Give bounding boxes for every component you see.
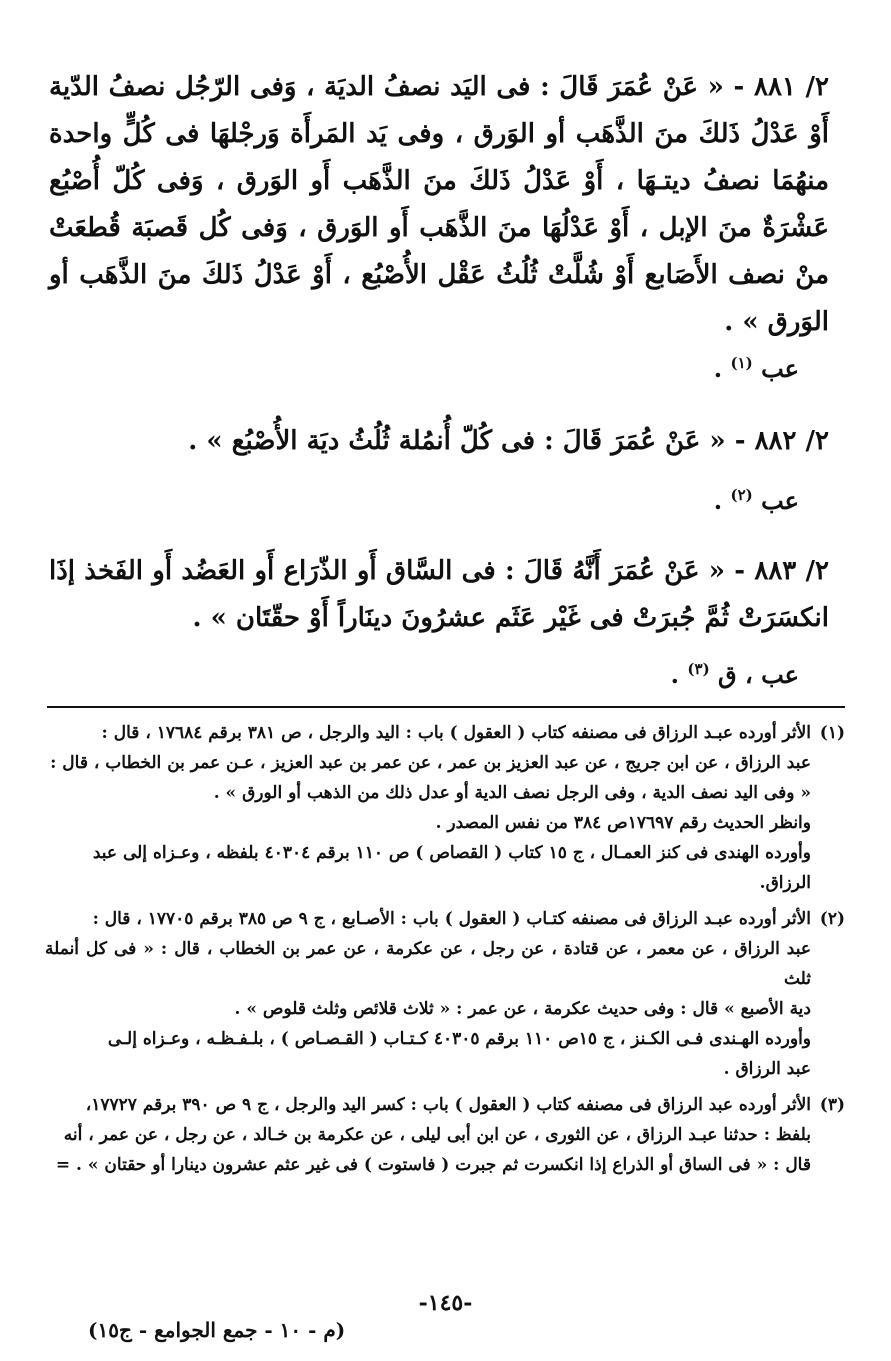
footnote-line: بلفظ : حدثنا عبـد الرزاق ، عن الثورى ، عن ابن أبى ليلى ، عن عكرمة بن خـالد ، عن رجل ، عن عمر ، أنه — [63, 1125, 811, 1145]
entry-text-line: ثُمَّ جُبرَتْ فى غَيْر عَثَم عشرُونَ دينَاراً أَوْ حقّتَان » . — [192, 603, 730, 633]
footnote-line: دية الأصبع » قال : وفى حديث عكرمة ، عن عمر : « ثلاث قلائص وثلث قلوص » . — [234, 999, 811, 1019]
footnote-2 — [45, 904, 845, 1084]
volume-label: (م - ١٠ - جمع الجوامع - ج١٥) — [88, 1318, 346, 1342]
footnote-line: « وفى اليد نصف الدية ، وفى الرجل نصف الدية أو عدل ذلك من الذهب أو الورق » . — [213, 783, 811, 803]
footnote-line: الرزاق. — [759, 873, 811, 893]
footnote-ref: (٣) — [687, 660, 710, 678]
footnote-line: الأثر أورده عبـد الرزاق فى مصنفه كتـاب ( العقول ) باب : الأصـابع ، ج ٩ ص ٣٨٥ برقم ١٧٧٠٥ ، قال : — [92, 909, 811, 929]
entry-source: عب $^{(١)}$ . — [713, 354, 799, 383]
entry-source: عب ، ق $^{(٣)}$ . — [670, 660, 799, 689]
footnote-line: عبد الرزاق . — [723, 1059, 811, 1079]
footnote-line: وأورده الهندى فى كنز العمـال ، ج ١٥ كتاب ( القصاص ) ص ١١٠ برقم ٤٠٣٠٤ بلفظه ، وعـزاه إلى عبد — [92, 843, 811, 863]
footnote-line: عبد الرزاق ، عن ابن جريج ، عن عبد العزيز بن عمر ، عن عمر بن عبد العزيز ، عـن عمر بن الخطاب ، قال : — [50, 753, 811, 773]
entry-text-line: « عَنْ عُمَرَ أَنَّهُ قَالَ : فى السَّاق أَو الذّرَاع أَو العَضُد أَو الفَخذ إذَا انكسَرَتْ — [49, 556, 829, 633]
hadith-entry-882 — [49, 418, 829, 465]
footnote-1 — [45, 718, 845, 898]
footnote-line: عبد الرزاق ، عن معمر ، عن قتادة ، عن رجل ، عن عكرمة ، عن عمر بن الخطاب ، قال : « فى كل أنملة ثلث — [45, 939, 811, 989]
entry-text-line: ذَلكَ منَ الذَّهَب أو الوَرق » . — [49, 260, 829, 337]
footnote-ref: (٢) — [730, 486, 753, 504]
entry-text-line: « عَنْ عُمَرَ قَالَ : فى كُلّ أُنمُلة ثُلُثُ ديَة الأُصْبُع » . — [188, 426, 726, 456]
footnote-3 — [45, 1090, 845, 1180]
entry-text-line: الوَرق ، وَفى كُل قَصبَة قُطعَتْ منْ نصف الأَصَابع أَوْ شُلَّتْ ثُلُثُ عَقْل الأُصْبُع ، أَوْ عَدْلُ — [49, 213, 829, 290]
source-abbrev: عب — [761, 486, 799, 515]
footnote-separator — [47, 706, 845, 708]
footnote-mark: (٣) — [819, 1095, 845, 1115]
entry-text-line: عَدْلُ ذَلكَ منَ الذَّهَب أَو الوَرق ، وَفى كُلّ أُصْبُع عَشْرَةٌ منَ الإبل ، أَوْ عَدْلُهَا منَ الذَّهَب أَو — [49, 166, 829, 243]
footnotes — [45, 718, 845, 1186]
hadith-entry-881 — [49, 64, 829, 346]
entry-number: ٢/ ٨٨١ - — [733, 72, 829, 102]
footnote-ref: (١) — [730, 354, 753, 372]
source-abbrev: عب ، ق — [718, 660, 799, 689]
page-number: -١٤٥- — [418, 1290, 473, 1316]
footnote-line: الأثر أورده عبد الرزاق فى مصنفه كتاب ( العقول ) باب : كسر اليد والرجل ، ج ٩ ص ٣٩٠ برقم ١٧٧٢٧، — [85, 1095, 811, 1115]
entry-source: عب $^{(٢)}$ . — [713, 486, 799, 515]
entry-text-line: « عَنْ عُمَرَ قَالَ : فى اليَد نصفُ الديَة ، وَفى الرّجُل نصفُ الدّية أَوْ عَدْلُ — [49, 72, 829, 149]
footnote-line: الأثر أورده عبـد الرزاق فى مصنفه كتاب ( العقول ) باب : اليد والرجل ، ص ٣٨١ برقم ١٧٦٨٤ ، قال : — [101, 723, 811, 743]
footnote-line: وأورده الهـندى فـى الكـنز ، ج ١٥ص ١١٠ برقم ٤٠٣٠٥ كـتـاب ( القـصـاص ) ، بلـفـظـه ، وعـزاه إلـى — [107, 1029, 811, 1049]
entry-number: ٢/ ٨٨٣ - — [734, 556, 829, 586]
hadith-entry-883 — [49, 548, 829, 642]
footnote-mark: (١) — [819, 723, 845, 743]
entry-text-line: ذَلكَ منَ الذَّهَب أو الوَرق ، وفى يَد المَرأَة وَرجْلهَا فى كُلٍّ واحدة منهُمَا نصفُ ديتـهَا ، أَوْ — [49, 119, 830, 196]
footnote-mark: (٢) — [819, 909, 845, 929]
source-abbrev: عب — [761, 354, 799, 383]
footnote-line: وانظر الحديث رقم ١٧٦٩٧ص ٣٨٤ من نفس المصدر . — [435, 813, 811, 833]
footnote-line: قال : « فى الساق أو الذراع إذا انكسرت ثم جبرت ( فاستوت ) فى غير عثم عشرون دينارا أو حقتان » . = — [55, 1155, 811, 1175]
entry-number: ٢/ ٨٨٢ - — [734, 426, 829, 456]
